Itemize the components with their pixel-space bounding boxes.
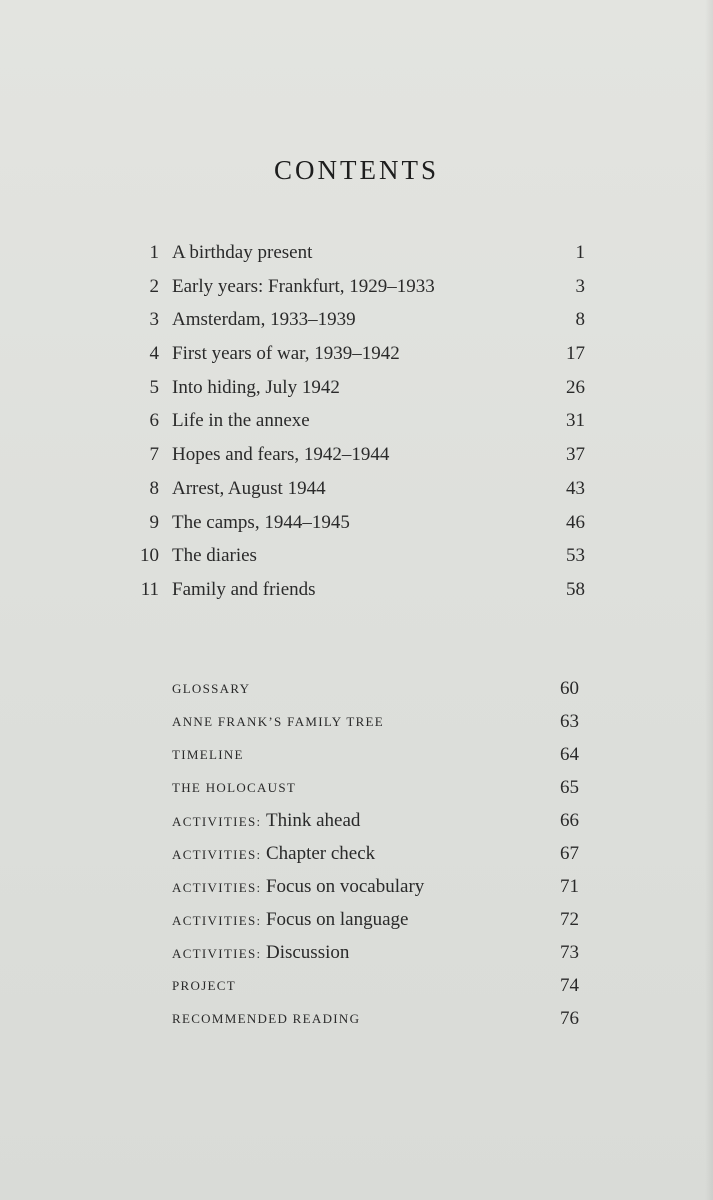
chapter-page-number: 17 xyxy=(566,343,585,365)
appendix-heading: ACTIVITIES: xyxy=(172,946,262,961)
appendix-heading: ACTIVITIES: xyxy=(172,847,262,862)
chapter-title: Into hiding, July 1942 xyxy=(172,376,340,398)
chapter-title: Family and friends xyxy=(172,578,316,600)
chapter-row xyxy=(0,573,713,607)
appendix-label xyxy=(172,672,250,705)
appendix-page-number: 74 xyxy=(560,975,579,996)
appendix-page-number: 72 xyxy=(560,909,579,930)
appendix-label xyxy=(172,705,384,738)
appendix-page-number: 76 xyxy=(560,1008,579,1029)
appendix-label xyxy=(172,738,244,771)
appendix-page-number: 60 xyxy=(560,678,579,699)
chapter-title: Life in the annexe xyxy=(172,410,310,432)
appendix-heading: ACTIVITIES: xyxy=(172,880,262,895)
chapter-number: 2 xyxy=(149,275,159,297)
chapter-page-number: 53 xyxy=(566,545,585,567)
chapter-row xyxy=(0,472,713,506)
chapter-row xyxy=(0,371,713,405)
chapter-number: 8 xyxy=(149,477,159,499)
appendix-label xyxy=(172,903,408,937)
appendix-subtitle: Discussion xyxy=(265,942,350,963)
appendix-row xyxy=(0,705,713,738)
chapter-row xyxy=(0,506,713,540)
chapter-page-number: 58 xyxy=(566,578,585,600)
appendix-row xyxy=(0,1002,713,1035)
chapter-page-number: 43 xyxy=(566,477,585,499)
appendix-row xyxy=(0,969,713,1002)
appendix-heading: GLOSSARY xyxy=(172,681,251,696)
chapter-number: 5 xyxy=(149,376,159,398)
chapter-row xyxy=(0,404,713,438)
chapter-row xyxy=(0,438,713,472)
chapter-page-number: 26 xyxy=(566,376,585,398)
chapter-row xyxy=(0,303,713,337)
appendix-heading: ACTIVITIES: xyxy=(172,814,262,829)
appendix-label xyxy=(172,969,236,1002)
chapter-page-number: 3 xyxy=(575,275,585,297)
chapter-row xyxy=(0,539,713,573)
chapter-title: A birthday present xyxy=(172,242,313,263)
appendix-row xyxy=(0,903,713,936)
chapter-title: The diaries xyxy=(172,545,257,567)
appendix-page-number: 67 xyxy=(560,843,579,864)
chapter-page-number: 31 xyxy=(566,410,585,432)
appendix-page-number: 71 xyxy=(560,876,579,897)
chapter-page-number: 37 xyxy=(566,444,585,466)
appendix-page-number: 64 xyxy=(560,744,579,765)
chapter-number: 3 xyxy=(149,309,159,331)
chapter-title: Hopes and fears, 1942–1944 xyxy=(172,444,390,466)
chapter-number: 9 xyxy=(149,511,159,533)
appendix-label xyxy=(172,870,424,904)
chapter-title: Arrest, August 1944 xyxy=(172,477,326,499)
chapter-title: First years of war, 1939–1942 xyxy=(172,343,400,365)
chapter-title: Amsterdam, 1933–1939 xyxy=(172,309,356,331)
appendix-page-number: 73 xyxy=(560,942,579,963)
chapter-number: 1 xyxy=(149,242,159,263)
chapter-list xyxy=(0,236,713,607)
appendix-page-number: 63 xyxy=(560,711,579,732)
appendix-heading: ANNE FRANK’S FAMILY TREE xyxy=(172,714,385,729)
appendix-subtitle: Focus on language xyxy=(265,909,409,930)
chapter-row xyxy=(0,270,713,304)
appendix-label xyxy=(172,1002,360,1035)
appendix-row xyxy=(0,804,713,837)
appendix-page-number: 65 xyxy=(560,777,579,798)
appendix-heading: TIMELINE xyxy=(172,747,244,762)
appendix-page-number: 66 xyxy=(560,810,579,831)
appendix-list xyxy=(0,672,713,1035)
appendix-label xyxy=(172,804,360,838)
appendix-row xyxy=(0,837,713,870)
appendix-label xyxy=(172,837,375,871)
chapter-title: The camps, 1944–1945 xyxy=(172,511,350,533)
appendix-row xyxy=(0,771,713,804)
appendix-row xyxy=(0,672,713,705)
chapter-number: 7 xyxy=(149,444,159,466)
appendix-label xyxy=(172,936,349,970)
appendix-subtitle: Think ahead xyxy=(265,810,361,831)
appendix-heading: ACTIVITIES: xyxy=(172,913,262,928)
chapter-number: 11 xyxy=(140,578,159,600)
chapter-row xyxy=(0,337,713,371)
appendix-row xyxy=(0,870,713,903)
appendix-row xyxy=(0,936,713,969)
chapter-number: 10 xyxy=(140,545,159,567)
appendix-subtitle: Chapter check xyxy=(265,843,376,864)
appendix-heading: THE HOLOCAUST xyxy=(172,780,297,795)
chapter-page-number: 1 xyxy=(575,242,585,263)
appendix-label xyxy=(172,771,296,804)
chapter-page-number: 46 xyxy=(566,511,585,533)
chapter-number: 6 xyxy=(149,410,159,432)
chapter-row xyxy=(0,236,713,270)
appendix-row xyxy=(0,738,713,771)
chapter-title: Early years: Frankfurt, 1929–1933 xyxy=(172,275,435,297)
chapter-number: 4 xyxy=(149,343,159,365)
chapter-page-number: 8 xyxy=(575,309,585,331)
appendix-heading: RECOMMENDED READING xyxy=(172,1011,361,1026)
page-title: CONTENTS xyxy=(274,155,439,185)
appendix-subtitle: Focus on vocabulary xyxy=(265,876,425,897)
appendix-heading: PROJECT xyxy=(172,978,237,993)
